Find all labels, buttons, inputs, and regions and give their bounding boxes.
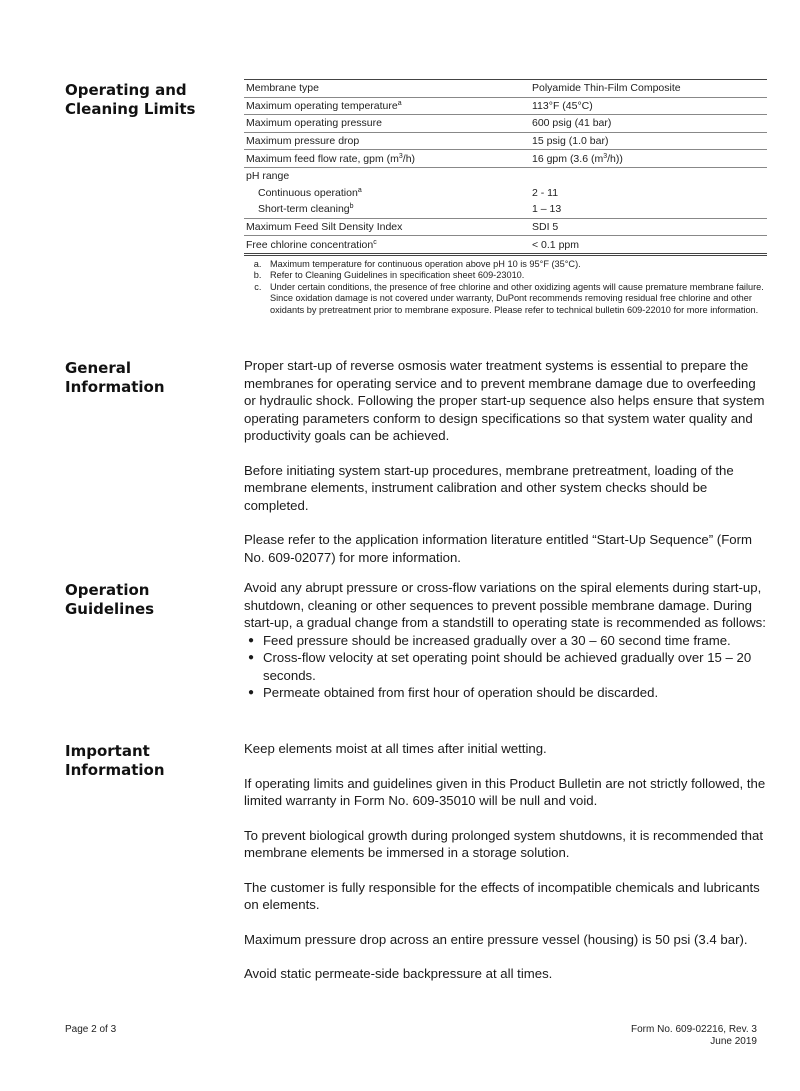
- general-information-body: [244, 357, 769, 583]
- paragraph: Keep elements moist at all times after initial wetting.: [244, 741, 547, 756]
- footnote-marker: c: [373, 238, 377, 246]
- row-value: 113°F (45°C): [530, 97, 767, 115]
- paragraph: If operating limits and guidelines given in this Product Bulletin are not strictly followed, the limited warranty in Form No. 609-35010 will be null and void.: [244, 775, 766, 808]
- footnote-item: a. Maximum temperature for continuous operation above pH 10 is 95°F (35°C).: [264, 259, 787, 270]
- table-row: [244, 185, 767, 202]
- heading-line: Guidelines: [65, 600, 155, 618]
- guideline-list: [244, 632, 769, 702]
- operation-guidelines-body: [244, 579, 769, 702]
- row-value: [530, 167, 767, 184]
- row-label: Maximum operating pressure: [244, 115, 530, 133]
- footnote-item: b. Refer to Cleaning Guidelines in specification sheet 609-23010.: [264, 270, 787, 281]
- list-item-text: Cross-flow velocity at set operating point should be achieved gradually over 15 – 20 seconds.: [263, 650, 752, 683]
- bullet-icon: ●: [248, 652, 255, 663]
- table-row: [244, 201, 767, 218]
- list-item-text: Permeate obtained from first hour of operation should be discarded.: [263, 685, 659, 700]
- row-value: < 0.1 ppm: [532, 238, 579, 251]
- heading-line: Operation: [65, 581, 150, 599]
- footnote-item: c. Under certain conditions, the presence of free chlorine and other oxidizing agents will cause premature membrane failure. Since oxidation damage is not covered under warranty, DuPont recommends removing residual free chlorine and other oxidants by pretreatment prior to membrane exposure. Please refer to technical bulletin 609-22010 for more information.: [264, 282, 787, 316]
- heading-operation-guidelines: [65, 581, 225, 619]
- row-value: 600 psig (41 bar): [530, 115, 767, 133]
- paragraph: Before initiating system start-up procedures, membrane pretreatment, loading of the membrane elements, instrument calibration and other system checks should be completed.: [244, 462, 734, 513]
- table-row: [244, 218, 767, 236]
- row-label: [244, 185, 530, 202]
- list-item: [248, 684, 769, 702]
- list-item-text: Feed pressure should be increased gradually over a 30 – 60 second time frame.: [263, 632, 731, 648]
- bullet-icon: ●: [248, 687, 255, 698]
- table-row: [244, 236, 767, 255]
- table-row: [244, 80, 767, 98]
- heading-line: Information: [65, 761, 165, 779]
- form-date: June 2019: [710, 1036, 757, 1047]
- row-label: [244, 201, 530, 218]
- label-text: Maximum operating temperature: [246, 99, 398, 112]
- row-label: [244, 97, 530, 115]
- label-text: Free chlorine concentration: [246, 238, 374, 251]
- footnote-marker: b: [349, 203, 354, 211]
- row-label: pH range: [246, 170, 290, 183]
- paragraph: To prevent biological growth during prolonged system shutdowns, it is recommended that membrane elements be immersed in a storage solution.: [244, 827, 763, 860]
- superscript: 3: [398, 152, 403, 160]
- heading-operating-cleaning-limits: [65, 81, 225, 119]
- row-label: [244, 236, 530, 255]
- table-row: [244, 132, 767, 150]
- table-row: [244, 115, 767, 133]
- heading-line: Information: [65, 378, 165, 396]
- paragraph: Proper start-up of reverse osmosis water treatment systems is essential to prepare the membranes for operating service and to prevent membrane damage due to overfeeding or hydraulic shock. Following the proper start-up sequence also helps ensure that system operating parameters conform to design specifications so that system water quality and productivity goals can be achieved.: [244, 358, 765, 443]
- paragraph: The customer is fully responsible for the effects of incompatible chemicals and lubricants on elements.: [244, 879, 760, 912]
- row-value: Polyamide Thin-Film Composite: [530, 80, 767, 98]
- row-label: [244, 150, 530, 168]
- heading-important-information: [65, 742, 225, 780]
- row-label: Maximum pressure drop: [244, 132, 530, 150]
- paragraph: Maximum pressure drop across an entire pressure vessel (housing) is 50 psi (3.4 bar).: [244, 931, 748, 947]
- paragraph: Please refer to the application information literature entitled “Start-Up Sequence” (Form No. 609-02077) for more information.: [244, 532, 752, 565]
- footnote-marker: a: [397, 99, 402, 107]
- table-row: [244, 97, 767, 115]
- footnote-marker: a: [357, 186, 362, 194]
- label-text: Continuous operation: [258, 186, 358, 199]
- heading-line: Important: [65, 742, 150, 760]
- paragraph: Avoid any abrupt pressure or cross-flow variations on the spiral elements during start-up, shutdown, cleaning or other sequences to prevent possible membrane damage. During start-up, a gradual change from a standstill to operating state is recommended as follows:: [244, 580, 766, 630]
- page-number: Page 2 of 3: [65, 1024, 117, 1035]
- value-text: /h)): [607, 152, 623, 165]
- form-id: Form No. 609-02216, Rev. 3: [631, 1024, 757, 1035]
- heading-general-information: [65, 359, 225, 397]
- heading-line: General: [65, 359, 131, 377]
- row-value: [530, 150, 767, 168]
- table-row: [244, 167, 767, 184]
- superscript: 3: [603, 152, 608, 160]
- table-row: [244, 150, 767, 168]
- list-item: [248, 649, 769, 684]
- row-label: Maximum Feed Silt Density Index: [244, 218, 530, 236]
- paragraph: Avoid static permeate-side backpressure at all times.: [244, 966, 553, 981]
- row-label: Membrane type: [244, 80, 530, 98]
- table-footnotes: [244, 259, 787, 316]
- row-value: 15 psig (1.0 bar): [530, 132, 767, 150]
- list-item: [248, 632, 769, 650]
- row-value: 1 – 13: [530, 201, 767, 218]
- label-text: Maximum feed flow rate, gpm (m: [246, 152, 399, 165]
- label-text: /h): [402, 152, 416, 165]
- label-text: Short-term cleaning: [258, 203, 350, 216]
- bullet-icon: ●: [248, 634, 255, 646]
- row-value: 2 - 11: [532, 186, 559, 199]
- operating-limits-table: [244, 79, 767, 256]
- value-text: 16 gpm (3.6 (m: [532, 152, 604, 165]
- heading-line: Cleaning Limits: [65, 100, 196, 118]
- row-value: SDI 5: [530, 218, 767, 236]
- form-number: [631, 1024, 757, 1048]
- important-information-body: [244, 740, 769, 1000]
- heading-line: Operating and: [65, 81, 187, 99]
